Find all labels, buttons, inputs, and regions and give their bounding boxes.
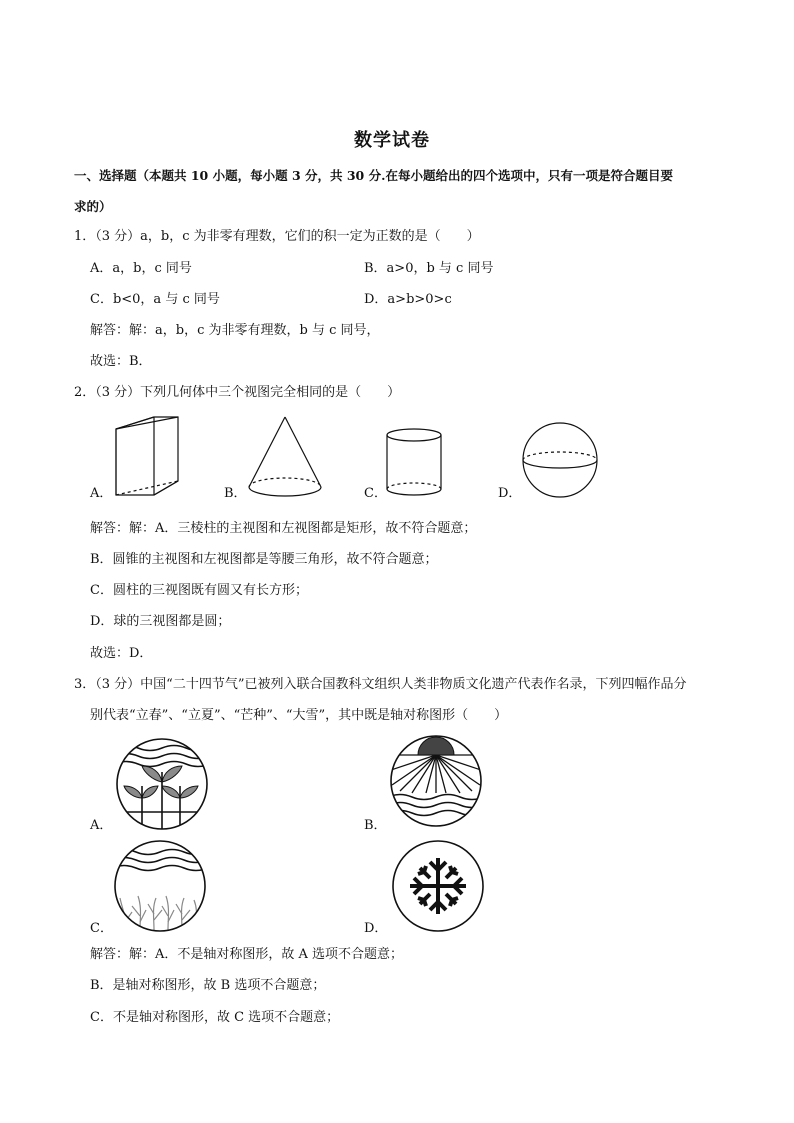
q3-option-d-label: D． — [364, 921, 388, 936]
q1-option-d: D．a>b>0>c — [364, 292, 452, 307]
q2-answer-b: B．圆锥的主视图和左视图都是等腰三角形，故不符合题意； — [90, 552, 438, 567]
q2-option-c-label: C． — [364, 486, 387, 501]
q3-stem-line2: 别代表“立春”、“立夏”、“芒种”、“大雪”，其中既是轴对称图形（ ） — [90, 708, 508, 723]
page-title: 数学试卷 — [354, 130, 430, 151]
triangular-prism-figure — [110, 413, 190, 501]
q2-answer-d: D．球的三视图都是圆； — [90, 614, 231, 629]
q3-stem-line1: 3．（3 分）中国“二十四节气”已被列入联合国教科文组织人类非物质文化遗产代表作名录，下列四幅作品分 — [74, 677, 687, 692]
q2-option-b-label: B． — [224, 486, 247, 501]
cone-figure — [245, 415, 325, 501]
q3-option-a-label: A． — [90, 818, 113, 833]
section-header-line1: 一、选择题（本题共 10 小题，每小题 3 分，共 30 分.在每小题给出的四个选项中，只有一项是符合题目要 — [74, 168, 673, 183]
q3-answer-c: C．不是轴对称图形，故 C 选项不合题意； — [90, 1010, 340, 1025]
sun-emblem-figure — [388, 733, 484, 829]
snowflake-emblem-figure — [390, 838, 486, 934]
section-header-line2: 求的） — [74, 199, 112, 214]
q1-option-c: C．b<0，a 与 c 同号 — [90, 292, 220, 307]
q1-option-b: B．a>0，b 与 c 同号 — [364, 261, 494, 276]
q2-answer-c: C．圆柱的三视图既有圆又有长方形； — [90, 583, 308, 598]
cylinder-figure — [384, 427, 444, 499]
sphere-figure — [520, 420, 600, 500]
grain-emblem-figure — [112, 838, 208, 934]
q1-option-a: A．a，b，c 同号 — [90, 261, 192, 276]
q3-answer-a: 解答：解：A．不是轴对称图形，故 A 选项不合题意； — [90, 947, 404, 962]
q1-answer-line: 解答：解：a，b，c 为非零有理数，b 与 c 同号， — [90, 323, 380, 338]
q2-answer-a: 解答：解：A．三棱柱的主视图和左视图都是矩形，故不符合题意； — [90, 521, 477, 536]
q3-option-b-label: B． — [364, 818, 387, 833]
q3-answer-b: B．是轴对称图形，故 B 选项不合题意； — [90, 978, 326, 993]
q2-option-d-label: D． — [498, 486, 522, 501]
q1-answer-choice: 故选：B． — [90, 354, 152, 369]
q3-option-c-label: C． — [90, 921, 113, 936]
sprout-emblem-figure — [114, 736, 210, 832]
q2-stem: 2．（3 分）下列几何体中三个视图完全相同的是（ ） — [74, 385, 401, 400]
q2-answer-choice: 故选：D． — [90, 646, 153, 661]
q2-option-a-label: A． — [90, 486, 113, 501]
q1-stem: 1．（3 分）a，b，c 为非零有理数，它们的积一定为正数的是（ ） — [74, 229, 480, 244]
